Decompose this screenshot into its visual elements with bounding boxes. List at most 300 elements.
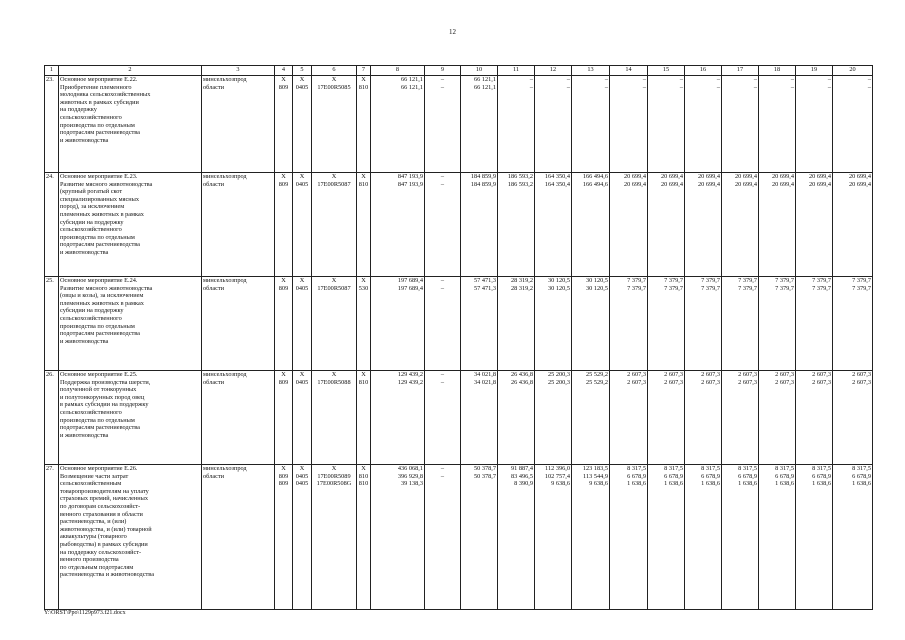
description-line: на поддержку сельскохозяйст- [60, 548, 142, 556]
cell-value: 17Е00R5087 [317, 180, 351, 188]
cell-value: 7 379,7 [812, 284, 831, 292]
column-header: 16 [685, 66, 722, 76]
value-cell [796, 277, 833, 371]
cell-value: 1 638,6 [738, 480, 757, 488]
executor-line: минсельхозпрод [203, 277, 247, 284]
cell-value: 20 699,4 [623, 180, 646, 188]
value-cell [312, 465, 357, 610]
row-number: 25. [45, 277, 59, 371]
cell-value: 166 494,6 [582, 173, 608, 180]
cell-value: 20 699,4 [697, 180, 720, 188]
cell-value: 34 021,8 [473, 378, 496, 386]
cell-value: 2 607,3 [852, 378, 871, 386]
description-line: подотраслям растениеводства [60, 129, 140, 137]
cell-value: 30 120,5 [585, 277, 608, 284]
description-line: и животноводства [60, 136, 109, 144]
value-cell [425, 76, 461, 173]
cell-value: 7 379,7 [701, 277, 720, 284]
cell-value: 17Е00R5088 [317, 378, 351, 386]
cell-value: – [529, 83, 533, 91]
cell-value: X [361, 173, 366, 180]
value-cell [312, 277, 357, 371]
measure-description [59, 371, 202, 465]
value-cell [275, 465, 293, 610]
value-cell [371, 371, 425, 465]
cell-value [462, 480, 496, 488]
description-line: специализированных мясных [60, 195, 140, 203]
cell-value: 2 607,3 [701, 378, 720, 386]
cell-value: – [566, 83, 570, 91]
description-line: Приобретение племенного [60, 83, 132, 91]
description-line: производства по отдельным [60, 416, 135, 424]
description-line: Основное мероприятие Е.25. [60, 371, 138, 378]
value-cell [357, 465, 371, 610]
cell-value: 83 496,5 [510, 472, 533, 480]
cell-value: 6 678,9 [812, 472, 831, 480]
cell-value: 9 638,6 [589, 480, 608, 488]
value-cell [535, 465, 572, 610]
cell-value: – [440, 284, 445, 292]
cell-value: 396 929,8 [397, 472, 423, 480]
value-cell [425, 371, 461, 465]
cell-value: 20 699,4 [623, 173, 646, 180]
table-row [45, 371, 873, 465]
value-cell [796, 465, 833, 610]
cell-value: 6 678,9 [627, 472, 646, 480]
value-cell [685, 371, 722, 465]
value-cell [357, 173, 371, 277]
executor-line: области [203, 472, 225, 480]
description-line: и полутонкорунных пород овец [60, 393, 145, 401]
value-cell [610, 277, 648, 371]
value-cell [371, 277, 425, 371]
cell-value: 66 121,1 [473, 76, 496, 83]
cell-value: 9 638,6 [551, 480, 570, 488]
value-cell [796, 371, 833, 465]
value-cell [610, 76, 648, 173]
value-cell [722, 173, 759, 277]
cell-value: 2 607,3 [775, 378, 794, 386]
cell-value: X [331, 173, 337, 180]
value-cell [833, 371, 873, 465]
cell-value: – [529, 76, 533, 83]
cell-value: 17Е00R508G [316, 480, 352, 488]
value-cell [293, 76, 312, 173]
cell-value: 166 494,6 [582, 180, 608, 188]
description-line: производства по отдельным [60, 121, 135, 129]
cell-value: 0405 [295, 180, 309, 188]
table-row [45, 76, 873, 173]
cell-value: 20 699,4 [808, 180, 831, 188]
cell-value: – [604, 76, 608, 83]
column-header: 13 [572, 66, 610, 76]
description-line: и животноводства [60, 431, 109, 439]
cell-value: 129 439,2 [397, 378, 423, 386]
cell-value: 17Е00R5085 [317, 83, 351, 91]
cell-value: 810 [358, 83, 369, 91]
description-line: Возмещение части затрат [60, 472, 129, 480]
value-cell [312, 371, 357, 465]
cell-value: 7 379,7 [738, 284, 757, 292]
cell-value: – [440, 472, 445, 480]
value-cell [425, 465, 461, 610]
cell-value: 809 [278, 284, 289, 292]
value-cell [572, 76, 610, 173]
value-cell [312, 76, 357, 173]
measure-description [59, 277, 202, 371]
cell-value: 25 200,3 [547, 378, 570, 386]
description-line: полученной от тонкорунных [60, 386, 137, 394]
value-cell [461, 277, 498, 371]
value-cell [648, 277, 685, 371]
cell-value: 184 859,9 [470, 173, 496, 180]
value-cell [648, 76, 685, 173]
cell-value: X [281, 277, 286, 284]
value-cell [461, 465, 498, 610]
cell-value: 2 607,3 [775, 371, 794, 378]
executor-line: области [203, 83, 225, 91]
value-cell [461, 173, 498, 277]
cell-value: 2 607,3 [627, 371, 646, 378]
cell-value: 7 379,7 [852, 277, 871, 284]
cell-value: 809 [278, 472, 289, 480]
value-cell [371, 465, 425, 610]
cell-value: 2 607,3 [812, 378, 831, 386]
value-cell [535, 173, 572, 277]
row-number: 24. [45, 173, 59, 277]
description-line: по договорам сельскохозяйст- [60, 502, 141, 510]
description-line: аквакультуры (товарного [60, 533, 127, 541]
cell-value: 197 689,4 [397, 277, 423, 284]
value-cell [759, 277, 796, 371]
column-header: 4 [275, 66, 293, 76]
description-line: (крупный рогатый скот [60, 188, 123, 196]
column-header: 14 [610, 66, 648, 76]
footer-path: Y:\ORST\Ppo\1129p973.f21.docx [44, 610, 126, 616]
cell-value: 7 379,7 [627, 277, 646, 284]
value-cell [610, 173, 648, 277]
cell-value: 809 [278, 480, 289, 488]
cell-value: 809 [278, 83, 289, 91]
cell-value: 102 757,4 [544, 472, 570, 480]
description-line: сельскохозяйственным [60, 480, 122, 488]
column-header: 17 [722, 66, 759, 76]
column-header: 20 [833, 66, 873, 76]
value-cell [535, 277, 572, 371]
cell-value: 20 699,4 [771, 173, 794, 180]
value-cell [572, 277, 610, 371]
cell-value: 810 [358, 378, 369, 386]
cell-value: 20 699,4 [734, 173, 757, 180]
executor [202, 277, 275, 371]
measure-description [59, 465, 202, 610]
description-line: животноводства, и (или) товарной [60, 525, 152, 533]
cell-value: 50 378,7 [473, 465, 496, 472]
table-row [45, 173, 873, 277]
description-line: рыбоводства) в рамках субсидии [60, 540, 148, 548]
description-line: в рамках субсидии на поддержку [60, 401, 149, 409]
value-cell [685, 173, 722, 277]
description-line: Поддержка производства шерсти, [60, 378, 151, 386]
cell-value: 30 120,5 [547, 284, 570, 292]
cell-value: 26 436,8 [510, 378, 533, 386]
cell-value: X [299, 277, 305, 284]
value-cell [833, 465, 873, 610]
cell-value: – [790, 83, 794, 91]
value-cell [357, 371, 371, 465]
cell-value: 8 317,5 [627, 465, 646, 472]
value-cell [833, 173, 873, 277]
cell-value: X [361, 277, 366, 284]
column-header: 12 [535, 66, 572, 76]
cell-value: 20 699,4 [697, 173, 720, 180]
cell-value: 91 887,4 [510, 465, 533, 472]
description-line: венного производства [60, 556, 119, 564]
description-line: сельскохозяйственного [60, 113, 122, 121]
value-cell [371, 173, 425, 277]
cell-value: – [440, 378, 445, 386]
value-cell [722, 277, 759, 371]
value-cell [572, 371, 610, 465]
executor-line: области [203, 180, 225, 188]
cell-value: X [361, 76, 366, 83]
cell-value: 2 607,3 [664, 371, 683, 378]
value-cell [722, 371, 759, 465]
column-header: 5 [293, 66, 312, 76]
page-number: 12 [449, 28, 456, 36]
cell-value: 2 607,3 [738, 371, 757, 378]
value-cell [275, 371, 293, 465]
cell-value: 20 699,4 [808, 173, 831, 180]
cell-value: X [281, 371, 286, 378]
cell-value: 810 [358, 480, 369, 488]
cell-value: 8 317,5 [664, 465, 683, 472]
value-cell [293, 465, 312, 610]
column-header: 9 [425, 66, 461, 76]
cell-value: 6 678,9 [664, 472, 683, 480]
column-header: 18 [759, 66, 796, 76]
cell-value: 809 [278, 378, 289, 386]
cell-value: 184 859,9 [470, 180, 496, 188]
cell-value: 25 200,3 [547, 371, 570, 378]
cell-value: 2 607,3 [701, 371, 720, 378]
description-line: производства по отдельным [60, 233, 135, 241]
cell-value: – [753, 76, 757, 83]
value-cell [685, 76, 722, 173]
description-line: животных в рамках субсидии [60, 98, 139, 106]
value-cell [461, 76, 498, 173]
value-cell [461, 371, 498, 465]
executor [202, 371, 275, 465]
cell-value: 7 379,7 [738, 277, 757, 284]
executor-line: минсельхозпрод [203, 76, 247, 83]
column-header: 7 [357, 66, 371, 76]
value-cell [759, 371, 796, 465]
executor [202, 465, 275, 610]
cell-value: 25 529,2 [585, 378, 608, 386]
value-cell [498, 76, 535, 173]
cell-value: – [440, 371, 445, 378]
column-header: 10 [461, 66, 498, 76]
value-cell [796, 76, 833, 173]
value-cell [648, 173, 685, 277]
program-table [44, 65, 873, 610]
value-cell [535, 371, 572, 465]
value-cell [610, 371, 648, 465]
cell-value: 17Е00R5089 [317, 472, 351, 480]
cell-value: 30 120,5 [585, 284, 608, 292]
value-cell [648, 465, 685, 610]
cell-value: 28 319,2 [510, 284, 533, 292]
cell-value: – [642, 83, 646, 91]
cell-value: – [679, 83, 683, 91]
value-cell [425, 173, 461, 277]
description-line: подотраслям растениеводства [60, 424, 140, 432]
column-header: 15 [648, 66, 685, 76]
description-line: сельскохозяйственного [60, 314, 122, 322]
value-cell [759, 173, 796, 277]
cell-value: X [299, 173, 305, 180]
cell-value: 809 [278, 180, 289, 188]
cell-value: 0405 [295, 83, 309, 91]
cell-value: X [331, 76, 337, 83]
column-header: 6 [312, 66, 357, 76]
cell-value: 1 638,6 [775, 480, 794, 488]
value-cell [357, 76, 371, 173]
cell-value: 112 396,0 [545, 465, 570, 472]
value-cell [685, 277, 722, 371]
cell-value: – [440, 76, 445, 83]
cell-value: X [281, 173, 286, 180]
column-header: 11 [498, 66, 535, 76]
cell-value: – [867, 76, 871, 83]
cell-value: 2 607,3 [738, 378, 757, 386]
value-cell [498, 371, 535, 465]
cell-value: 17Е00R5087 [317, 284, 351, 292]
cell-value: 8 317,5 [738, 465, 757, 472]
measure-description [59, 173, 202, 277]
value-cell [371, 76, 425, 173]
cell-value: 66 121,1 [400, 83, 423, 91]
cell-value: X [281, 465, 286, 472]
cell-value: – [604, 83, 608, 91]
cell-value: 20 699,4 [734, 180, 757, 188]
description-line: сельскохозяйственного [60, 408, 122, 416]
column-header: 1 [45, 66, 59, 76]
column-header: 8 [371, 66, 425, 76]
cell-value: X [299, 371, 305, 378]
value-cell [275, 277, 293, 371]
cell-value: 113 544,9 [583, 472, 608, 480]
value-cell [293, 173, 312, 277]
value-cell [275, 76, 293, 173]
column-header: 2 [59, 66, 202, 76]
cell-value: X [331, 277, 337, 284]
value-cell [498, 465, 535, 610]
description-line: (овцы и козы), за исключением [60, 292, 144, 300]
description-line: сельскохозяйственного [60, 226, 122, 234]
cell-value: 530 [358, 284, 369, 292]
cell-value: 1 638,6 [664, 480, 683, 488]
cell-value: 8 317,5 [852, 465, 871, 472]
value-cell [610, 465, 648, 610]
executor-line: области [203, 284, 225, 292]
executor [202, 76, 275, 173]
value-cell [796, 173, 833, 277]
cell-value: 25 529,2 [585, 371, 608, 378]
cell-value: 8 317,5 [775, 465, 794, 472]
cell-value: – [566, 76, 570, 83]
cell-value: 7 379,7 [775, 284, 794, 292]
cell-value: 197 689,4 [397, 284, 423, 292]
cell-value: – [827, 83, 831, 91]
cell-value: – [790, 76, 794, 83]
cell-value: 30 120,5 [547, 277, 570, 284]
table-row [45, 465, 873, 610]
value-cell [833, 277, 873, 371]
column-header: 3 [202, 66, 275, 76]
cell-value: – [679, 76, 683, 83]
value-cell [685, 465, 722, 610]
cell-value: 7 379,7 [812, 277, 831, 284]
description-line: Основное мероприятие Е.23. [60, 173, 138, 180]
cell-value: 7 379,7 [852, 284, 871, 292]
cell-value: 6 678,9 [701, 472, 720, 480]
executor-line: области [203, 378, 225, 386]
cell-value: 436 068,1 [397, 465, 423, 472]
column-header: 19 [796, 66, 833, 76]
cell-value: – [753, 83, 757, 91]
cell-value: – [716, 76, 720, 83]
value-cell [425, 277, 461, 371]
cell-value: – [440, 173, 445, 180]
value-cell [759, 76, 796, 173]
description-line: Основное мероприятие Е.22. [60, 76, 138, 83]
header-row [45, 66, 873, 76]
description-line: Основное мероприятие Е.24. [60, 277, 138, 284]
cell-value: 0405 [295, 480, 309, 488]
description-line: венного страхования в области [60, 510, 143, 518]
cell-value: 20 699,4 [848, 180, 871, 188]
cell-value: 7 379,7 [775, 277, 794, 284]
row-number: 26. [45, 371, 59, 465]
executor-line: минсельхозпрод [203, 371, 247, 378]
description-line: племенных животных в рамках [60, 299, 144, 307]
description-line: на поддержку [60, 106, 97, 114]
description-line: страховых премий, начисленных [60, 495, 149, 503]
value-cell [498, 277, 535, 371]
cell-value: 164 350,4 [544, 173, 570, 180]
cell-value: X [299, 465, 305, 472]
cell-value: 2 607,3 [627, 378, 646, 386]
description-line: по отдельным подотраслям [60, 563, 134, 571]
cell-value: 34 021,8 [473, 371, 496, 378]
cell-value: 57 471,3 [473, 277, 496, 284]
description-line: Развитие мясного животноводства [60, 180, 153, 188]
value-cell [357, 277, 371, 371]
cell-value: 164 350,4 [544, 180, 570, 188]
cell-value: 1 638,6 [812, 480, 831, 488]
cell-value: 186 593,2 [507, 173, 533, 180]
cell-value: 1 638,6 [627, 480, 646, 488]
cell-value: – [440, 180, 445, 188]
cell-value: 0405 [295, 472, 309, 480]
cell-value: 7 379,7 [664, 284, 683, 292]
value-cell [312, 173, 357, 277]
cell-value: – [642, 76, 646, 83]
cell-value: – [867, 83, 871, 91]
description-line: подотраслям растениеводства [60, 330, 140, 338]
